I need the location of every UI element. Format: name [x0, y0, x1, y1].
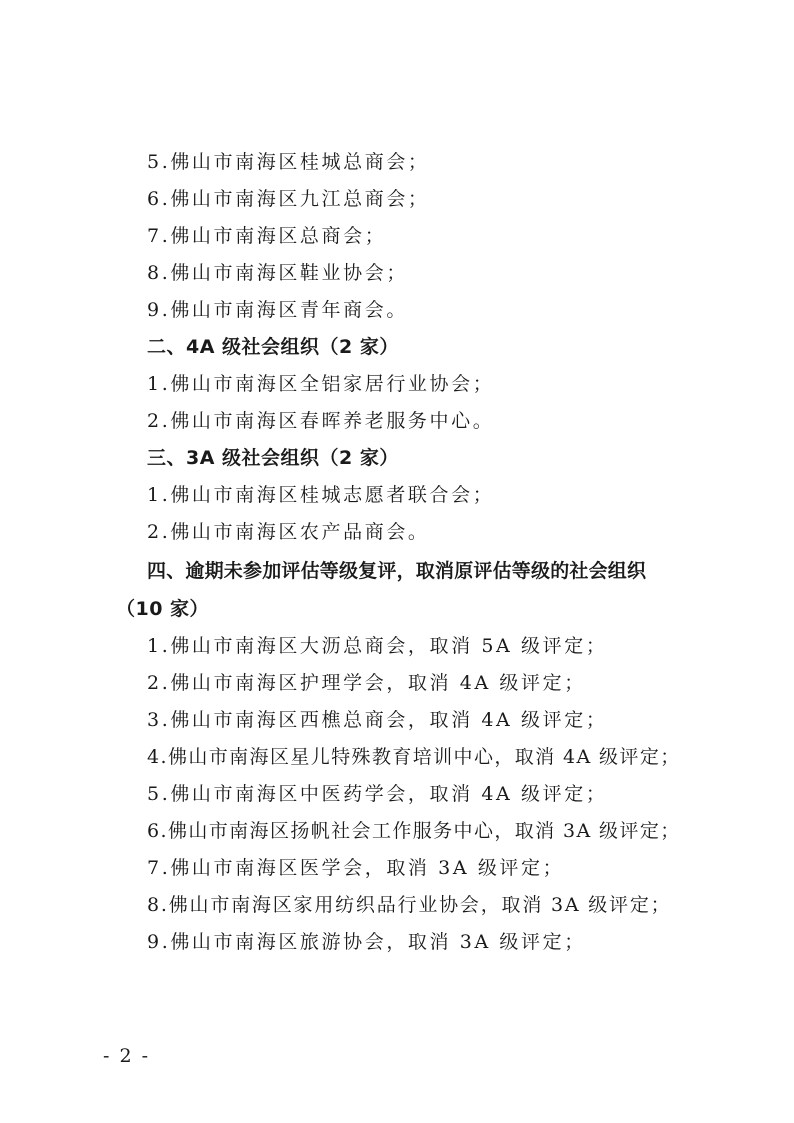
list-item [147, 298, 408, 322]
list-item [147, 634, 607, 658]
item-text: 佛山市南海区旅游协会，取消 3A 级评定； [170, 931, 586, 953]
item-number: 5. [147, 151, 171, 173]
section-heading-4a: 二、4A 级社会组织（2 家） [147, 336, 399, 358]
list-item [147, 261, 408, 285]
item-text: 佛山市南海区农产品商会。 [170, 521, 430, 543]
list-item [147, 150, 430, 174]
item-text: 佛山市南海区桂城志愿者联合会； [170, 484, 495, 506]
item-text: 佛山市南海区扬帆社会工作服务中心，取消 3A 级评定； [167, 820, 681, 842]
section-heading-3a: 三、3A 级社会组织（2 家） [147, 447, 399, 469]
item-number: 2. [147, 410, 171, 432]
item-text: 佛山市南海区春晖养老服务中心。 [170, 410, 495, 432]
item-number: 2. [147, 672, 171, 694]
item-text: 佛山市南海区总商会； [170, 225, 387, 247]
list-item [147, 483, 494, 507]
item-text: 佛山市南海区医学会，取消 3A 级评定； [170, 857, 565, 879]
item-text: 佛山市南海区青年商会。 [170, 299, 408, 321]
item-number: 9. [147, 299, 171, 321]
list-item [147, 224, 386, 248]
item-number: 1. [147, 484, 171, 506]
item-text: 佛山市南海区全铝家居行业协会； [170, 373, 495, 395]
list-item [147, 671, 586, 695]
list-item [147, 745, 681, 769]
section-heading-cancelled: 四、逾期未参加评估等级复评，取消原评估等级的社会组织 [147, 560, 647, 582]
item-text: 佛山市南海区西樵总商会，取消 4A 级评定； [170, 709, 608, 731]
list-item [147, 930, 586, 954]
item-text: 佛山市南海区鞋业协会； [170, 262, 408, 284]
item-text: 佛山市南海区大沥总商会，取消 5A 级评定； [170, 635, 608, 657]
item-text: 佛山市南海区家用纺织品行业协会，取消 3A 级评定； [168, 894, 672, 916]
item-text: 佛山市南海区中医药学会，取消 4A 级评定； [170, 783, 608, 805]
item-number: 6. [147, 820, 168, 842]
list-item [147, 782, 607, 806]
item-number: 3. [147, 709, 171, 731]
item-text: 佛山市南海区护理学会，取消 4A 级评定； [170, 672, 586, 694]
list-item [147, 819, 681, 843]
page-number: - 2 - [103, 1045, 151, 1067]
item-number: 5. [147, 783, 171, 805]
item-number: 4. [147, 746, 168, 768]
list-item [147, 372, 494, 396]
section-heading-cancelled-cont: （10 家） [116, 598, 210, 620]
item-number: 6. [147, 188, 171, 210]
list-item [147, 708, 607, 732]
item-number: 7. [147, 225, 171, 247]
item-number: 7. [147, 857, 171, 879]
item-number: 2. [147, 521, 171, 543]
list-item [147, 856, 564, 880]
item-number: 8. [147, 262, 171, 284]
list-item [147, 187, 430, 211]
item-number: 9. [147, 931, 171, 953]
list-item [147, 409, 494, 433]
item-text: 佛山市南海区桂城总商会； [170, 151, 430, 173]
item-text: 佛山市南海区九江总商会； [170, 188, 430, 210]
list-item [147, 520, 430, 544]
item-number: 1. [147, 635, 171, 657]
list-item [147, 893, 671, 917]
item-text: 佛山市南海区星儿特殊教育培训中心，取消 4A 级评定； [167, 746, 681, 768]
item-number: 8. [147, 894, 169, 916]
item-number: 1. [147, 373, 171, 395]
